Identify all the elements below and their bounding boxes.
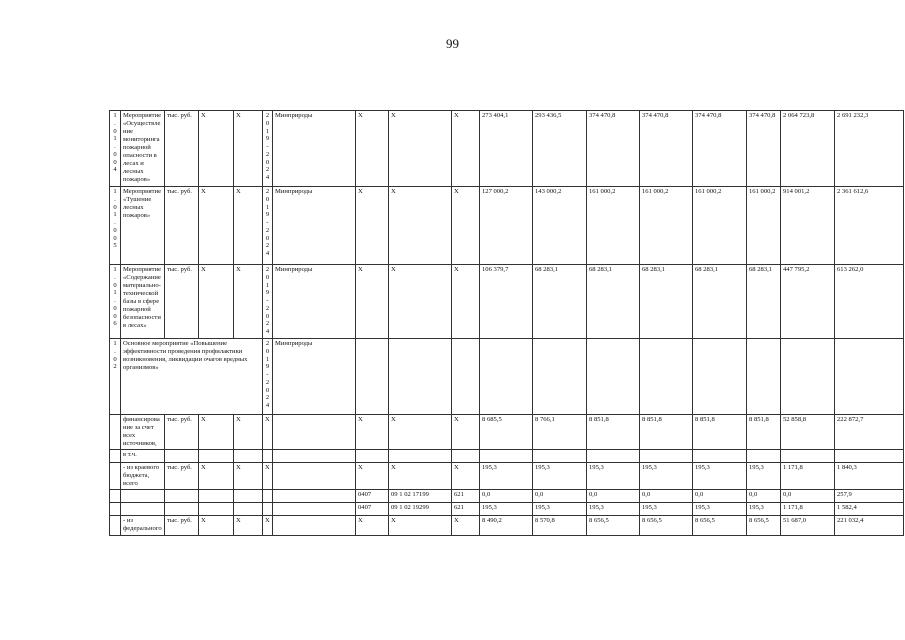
executor-cell: Минприроды bbox=[273, 187, 356, 265]
table-cell: Х bbox=[452, 415, 480, 450]
table-cell: Х bbox=[234, 187, 263, 265]
row-number-cell bbox=[110, 516, 121, 536]
unit-cell bbox=[165, 450, 199, 463]
value-cell: 68 283,1 bbox=[693, 265, 747, 339]
value-cell: 195,3 bbox=[693, 503, 747, 516]
value-cell: 161 000,2 bbox=[640, 187, 693, 265]
value-cell: 0,0 bbox=[533, 490, 587, 503]
table-cell: Х bbox=[356, 415, 389, 450]
table-cell: Х bbox=[234, 516, 263, 536]
total-cell bbox=[835, 339, 904, 415]
table-row bbox=[110, 339, 904, 415]
table-cell: Х bbox=[199, 111, 234, 187]
value-cell: 195,3 bbox=[480, 463, 533, 490]
unit-cell: тыс. руб. bbox=[165, 111, 199, 187]
period-cell: Х bbox=[263, 415, 273, 450]
row-number-cell bbox=[110, 463, 121, 490]
table-cell: Х bbox=[234, 111, 263, 187]
total-cell: 1 171,8 bbox=[781, 463, 835, 490]
value-cell: 374 470,8 bbox=[587, 111, 640, 187]
table-cell: Х bbox=[356, 463, 389, 490]
total-cell bbox=[835, 450, 904, 463]
value-cell: 374 470,8 bbox=[747, 111, 781, 187]
page-number: 99 bbox=[446, 36, 459, 51]
total-cell: 222 872,7 bbox=[835, 415, 904, 450]
value-cell: 374 470,8 bbox=[640, 111, 693, 187]
activity-name-cell bbox=[121, 490, 165, 503]
value-cell bbox=[533, 339, 587, 415]
period-cell: 2 0 1 9 - 2 0 2 4 bbox=[263, 265, 273, 339]
value-cell bbox=[587, 450, 640, 463]
value-cell: 161 000,2 bbox=[693, 187, 747, 265]
table-cell: Х bbox=[452, 187, 480, 265]
section-code-cell: 0407 bbox=[356, 490, 389, 503]
total-cell: 2 064 723,8 bbox=[781, 111, 835, 187]
value-cell: 8 851,8 bbox=[693, 415, 747, 450]
total-cell: 2 361 612,6 bbox=[835, 187, 904, 265]
value-cell: 8 656,5 bbox=[747, 516, 781, 536]
section-code-cell: 0407 bbox=[356, 503, 389, 516]
activity-name-cell: в т.ч. bbox=[121, 450, 165, 463]
total-cell: 1 171,8 bbox=[781, 503, 835, 516]
total-cell bbox=[781, 450, 835, 463]
table-cell: Х bbox=[199, 187, 234, 265]
table-row bbox=[110, 111, 904, 187]
table-cell: Х bbox=[389, 187, 452, 265]
table-cell: Х bbox=[452, 265, 480, 339]
table-cell: Х bbox=[452, 516, 480, 536]
period-cell: 2 0 1 9 - 2 0 2 4 bbox=[263, 339, 273, 415]
table-row bbox=[110, 463, 904, 490]
budget-table bbox=[109, 110, 904, 536]
value-cell: 195,3 bbox=[693, 463, 747, 490]
value-cell: 8 685,5 bbox=[480, 415, 533, 450]
table-cell: Х bbox=[389, 463, 452, 490]
executor-cell bbox=[273, 503, 356, 516]
table-cell: Х bbox=[389, 516, 452, 536]
value-cell: 0,0 bbox=[693, 490, 747, 503]
row-number-cell: 1 . 0 2 bbox=[110, 339, 121, 415]
total-cell bbox=[781, 339, 835, 415]
table-cell bbox=[199, 503, 234, 516]
table-cell bbox=[452, 339, 480, 415]
table-cell: Х bbox=[356, 265, 389, 339]
value-cell: 195,3 bbox=[587, 503, 640, 516]
total-cell: 0,0 bbox=[781, 490, 835, 503]
activity-name-cell: финансирование за счет всех источников, bbox=[121, 415, 165, 450]
main-activity-cell: Основное мероприятие «Повышение эффективности проведения профилактики возникновения, ликвидации очагов вредных организмов» bbox=[121, 339, 263, 415]
value-cell: 8 656,5 bbox=[693, 516, 747, 536]
executor-cell: Минприроды bbox=[273, 111, 356, 187]
table-row bbox=[110, 503, 904, 516]
value-cell bbox=[693, 450, 747, 463]
table-cell: Х bbox=[234, 415, 263, 450]
row-number-cell bbox=[110, 450, 121, 463]
value-cell: 195,3 bbox=[587, 463, 640, 490]
target-code-cell: 09 1 02 19299 bbox=[389, 503, 452, 516]
total-cell: 257,9 bbox=[835, 490, 904, 503]
table-cell: Х bbox=[199, 415, 234, 450]
value-cell: 8 656,5 bbox=[587, 516, 640, 536]
value-cell bbox=[640, 450, 693, 463]
value-cell: 143 000,2 bbox=[533, 187, 587, 265]
table-row bbox=[110, 490, 904, 503]
table-row bbox=[110, 516, 904, 536]
value-cell bbox=[693, 339, 747, 415]
period-cell bbox=[263, 450, 273, 463]
value-cell: 293 436,5 bbox=[533, 111, 587, 187]
unit-cell: тыс. руб. bbox=[165, 415, 199, 450]
row-number-cell: 1 . 0 1 . 0 0 4 bbox=[110, 111, 121, 187]
value-cell: 8 490,2 bbox=[480, 516, 533, 536]
table-cell bbox=[452, 450, 480, 463]
table-row bbox=[110, 265, 904, 339]
table-cell: Х bbox=[234, 265, 263, 339]
value-cell: 68 283,1 bbox=[747, 265, 781, 339]
value-cell: 195,3 bbox=[480, 503, 533, 516]
value-cell: 0,0 bbox=[587, 490, 640, 503]
table-cell: Х bbox=[389, 415, 452, 450]
total-cell: 52 858,8 bbox=[781, 415, 835, 450]
value-cell: 127 000,2 bbox=[480, 187, 533, 265]
target-code-cell: 09 1 02 17199 bbox=[389, 490, 452, 503]
value-cell: 161 000,2 bbox=[747, 187, 781, 265]
value-cell: 0,0 bbox=[640, 490, 693, 503]
table-row bbox=[110, 415, 904, 450]
value-cell: 68 283,1 bbox=[587, 265, 640, 339]
period-cell: Х bbox=[263, 516, 273, 536]
total-cell: 1 582,4 bbox=[835, 503, 904, 516]
table-cell: Х bbox=[389, 111, 452, 187]
row-number-cell bbox=[110, 415, 121, 450]
value-cell: 68 283,1 bbox=[640, 265, 693, 339]
unit-cell: тыс. руб. bbox=[165, 463, 199, 490]
table-cell: Х bbox=[452, 463, 480, 490]
value-cell: 68 283,1 bbox=[533, 265, 587, 339]
value-cell: 8 851,8 bbox=[747, 415, 781, 450]
activity-name-cell: Мероприятие «Тушение лесных пожаров» bbox=[121, 187, 165, 265]
row-number-cell: 1 . 0 1 . 0 0 5 bbox=[110, 187, 121, 265]
table-cell bbox=[199, 490, 234, 503]
table-cell bbox=[389, 450, 452, 463]
unit-cell bbox=[165, 503, 199, 516]
value-cell: 0,0 bbox=[480, 490, 533, 503]
unit-cell bbox=[165, 490, 199, 503]
row-number-cell bbox=[110, 490, 121, 503]
table-cell: Х bbox=[234, 463, 263, 490]
activity-name-cell: - из краевого бюджета, всего bbox=[121, 463, 165, 490]
executor-cell bbox=[273, 490, 356, 503]
table-cell bbox=[234, 450, 263, 463]
value-cell bbox=[480, 450, 533, 463]
table-cell bbox=[199, 450, 234, 463]
value-cell: 195,3 bbox=[747, 503, 781, 516]
value-cell: 195,3 bbox=[640, 463, 693, 490]
unit-cell: тыс. руб. bbox=[165, 516, 199, 536]
period-cell: 2 0 1 9 - 2 0 2 4 bbox=[263, 111, 273, 187]
value-cell: 106 379,7 bbox=[480, 265, 533, 339]
value-cell: 0,0 bbox=[747, 490, 781, 503]
table-cell: Х bbox=[356, 111, 389, 187]
value-cell: 8 766,1 bbox=[533, 415, 587, 450]
activity-name-cell bbox=[121, 503, 165, 516]
value-cell: 8 570,8 bbox=[533, 516, 587, 536]
unit-cell: тыс. руб. bbox=[165, 187, 199, 265]
activity-name-cell: - из федерального bbox=[121, 516, 165, 536]
total-cell: 51 687,0 bbox=[781, 516, 835, 536]
value-cell: 195,3 bbox=[640, 503, 693, 516]
value-cell: 8 656,5 bbox=[640, 516, 693, 536]
total-cell: 2 691 232,3 bbox=[835, 111, 904, 187]
value-cell bbox=[640, 339, 693, 415]
table-cell bbox=[234, 490, 263, 503]
row-number-cell bbox=[110, 503, 121, 516]
table-row bbox=[110, 187, 904, 265]
expense-type-cell: 621 bbox=[452, 490, 480, 503]
total-cell: 447 795,2 bbox=[781, 265, 835, 339]
period-cell: Х bbox=[263, 463, 273, 490]
value-cell: 8 851,8 bbox=[640, 415, 693, 450]
table-row bbox=[110, 450, 904, 463]
value-cell bbox=[587, 339, 640, 415]
value-cell: 374 470,8 bbox=[693, 111, 747, 187]
activity-name-cell: Мероприятие «Содержание материально-технической базы в сфере пожарной безопасности в лесах» bbox=[121, 265, 165, 339]
value-cell bbox=[533, 450, 587, 463]
row-number-cell: 1 . 0 1 . 0 0 6 bbox=[110, 265, 121, 339]
table-cell: Х bbox=[199, 265, 234, 339]
unit-cell: тыс. руб. bbox=[165, 265, 199, 339]
value-cell bbox=[747, 339, 781, 415]
table-cell: Х bbox=[356, 516, 389, 536]
executor-cell: Минприроды bbox=[273, 339, 356, 415]
table-cell bbox=[356, 339, 389, 415]
executor-cell: Минприроды bbox=[273, 265, 356, 339]
period-cell: 2 0 1 9 - 2 0 2 4 bbox=[263, 187, 273, 265]
table-cell: Х bbox=[356, 187, 389, 265]
total-cell: 1 840,3 bbox=[835, 463, 904, 490]
table-cell: Х bbox=[452, 111, 480, 187]
table-cell bbox=[356, 450, 389, 463]
value-cell bbox=[747, 450, 781, 463]
executor-cell bbox=[273, 450, 356, 463]
expense-type-cell: 621 bbox=[452, 503, 480, 516]
period-cell bbox=[263, 503, 273, 516]
table-cell bbox=[234, 503, 263, 516]
executor-cell bbox=[273, 415, 356, 450]
table-cell: Х bbox=[389, 265, 452, 339]
value-cell: 195,3 bbox=[533, 463, 587, 490]
value-cell: 195,3 bbox=[533, 503, 587, 516]
activity-name-cell: Мероприятие «Осуществление мониторинга пожарной опасности в лесах и лесных пожаров» bbox=[121, 111, 165, 187]
value-cell: 195,3 bbox=[747, 463, 781, 490]
table-cell: Х bbox=[199, 516, 234, 536]
value-cell: 8 851,8 bbox=[587, 415, 640, 450]
table-cell: Х bbox=[199, 463, 234, 490]
total-cell: 613 262,0 bbox=[835, 265, 904, 339]
value-cell: 273 404,1 bbox=[480, 111, 533, 187]
period-cell bbox=[263, 490, 273, 503]
executor-cell bbox=[273, 463, 356, 490]
value-cell: 161 000,2 bbox=[587, 187, 640, 265]
total-cell: 914 001,2 bbox=[781, 187, 835, 265]
table-cell bbox=[389, 339, 452, 415]
executor-cell bbox=[273, 516, 356, 536]
total-cell: 221 032,4 bbox=[835, 516, 904, 536]
value-cell bbox=[480, 339, 533, 415]
